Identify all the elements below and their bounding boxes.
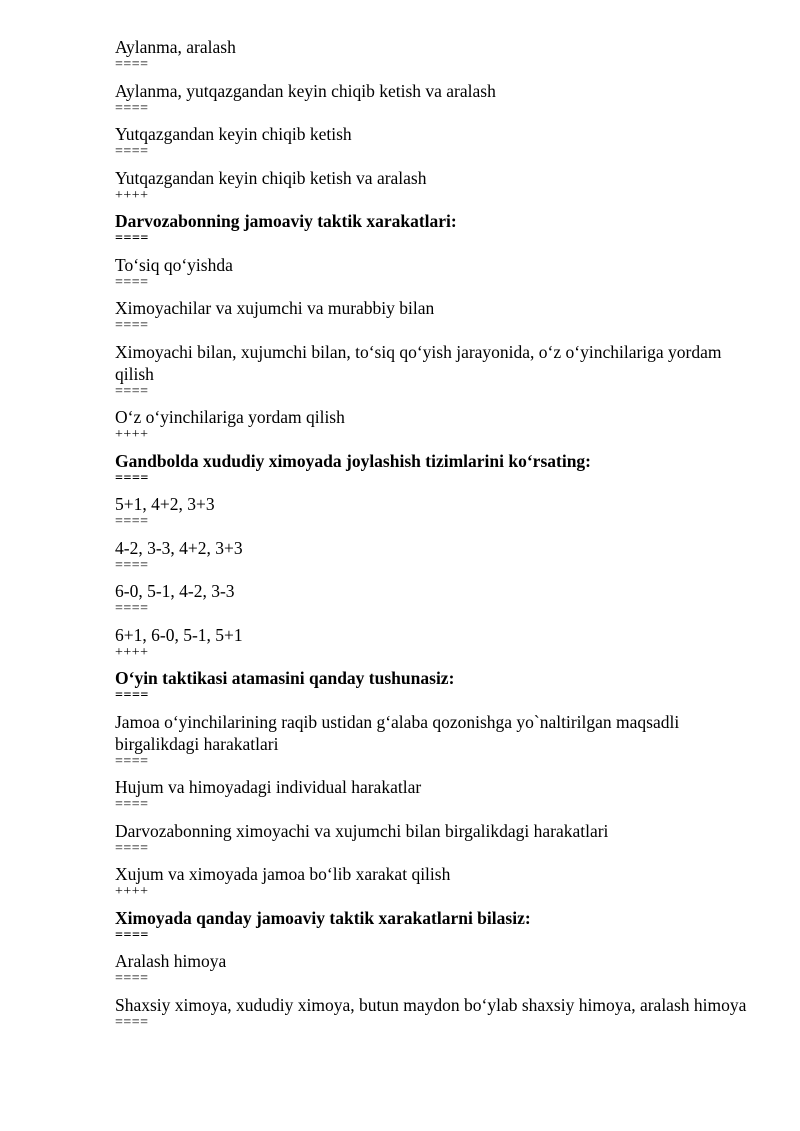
option-separator: ==== [115, 797, 149, 812]
question-text: O‘yin taktikasi atamasini qanday tushunasiz: [115, 668, 455, 688]
answer-option: Darvozabonning ximoyachi va xujumchi bilan birgalikdagi harakatlari [115, 820, 609, 841]
option-separator: ==== [115, 274, 149, 290]
option-separator: ==== [115, 840, 149, 856]
option-separator: ==== [115, 1014, 149, 1030]
option-separator: ==== [115, 557, 149, 573]
answer-option: Aralash himoya [115, 951, 227, 971]
question-separator: ++++ [115, 884, 149, 899]
option-separator: ==== [115, 318, 149, 333]
question-text: Darvozabonning jamoaviy taktik xarakatlari: [115, 211, 457, 231]
answer-option: 6+1, 6-0, 5-1, 5+1 [115, 624, 243, 645]
question-text: Gandbolda xududiy ximoyada joylashish tizimlarini ko‘rsating: [115, 450, 592, 471]
option-separator: ==== [115, 144, 149, 159]
answer-option: Ximoyachilar va xujumchi va murabbiy bilan [115, 298, 435, 318]
question-separator: ++++ [115, 187, 149, 203]
option-separator: ==== [115, 753, 149, 769]
question-separator: ++++ [115, 644, 149, 660]
option-separator: ==== [115, 100, 149, 116]
option-separator: ==== [115, 57, 149, 72]
answer-option: Jamoa o‘yinchilarining raqib ustidan g‘alaba qozonishga yo`naltirilgan maqsadli birgalikdagi harakatlari [115, 711, 684, 754]
option-separator: ==== [115, 231, 149, 246]
answer-option: Aylanma, yutqazgandan keyin chiqib ketish va aralash [115, 80, 496, 101]
answer-option: 5+1, 4+2, 3+3 [115, 494, 215, 514]
option-separator: ==== [115, 470, 149, 486]
option-separator: ==== [115, 601, 149, 616]
answer-option: Yutqazgandan keyin chiqib ketish [115, 124, 352, 144]
option-separator: ==== [115, 927, 149, 943]
option-separator: ==== [115, 514, 149, 529]
option-separator: ==== [115, 383, 149, 399]
answer-option: O‘z o‘yinchilariga yordam qilish [115, 407, 345, 427]
question-separator: ++++ [115, 427, 149, 442]
answer-option: Ximoyachi bilan, xujumchi bilan, to‘siq qo‘yish jarayonida, o‘z o‘yinchilariga yordam qilish [115, 341, 726, 384]
option-separator: ==== [115, 688, 149, 703]
answer-option: 4-2, 3-3, 4+2, 3+3 [115, 537, 243, 558]
answer-option: Shaxsiy ximoya, xududiy ximoya, butun maydon bo‘ylab shaxsiy himoya, aralash himoya [115, 994, 747, 1015]
answer-option: Yutqazgandan keyin chiqib ketish va aralash [115, 167, 427, 188]
option-separator: ==== [115, 971, 149, 986]
answer-option: 6-0, 5-1, 4-2, 3-3 [115, 581, 235, 601]
answer-option: Hujum va himoyadagi individual harakatlar [115, 777, 422, 797]
answer-option: Aylanma, aralash [115, 37, 236, 57]
answer-option: Xujum va ximoyada jamoa bo‘lib xarakat qilish [115, 864, 451, 884]
question-text: Ximoyada qanday jamoaviy taktik xarakatlarni bilasiz: [115, 907, 531, 928]
answer-option: To‘siq qo‘yishda [115, 254, 233, 275]
document-page [115, 36, 755, 1037]
